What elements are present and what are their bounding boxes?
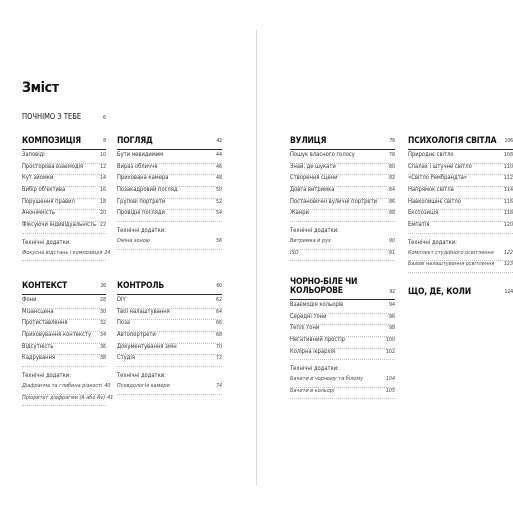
item-page: 30 bbox=[99, 308, 106, 315]
item-page: 104 bbox=[385, 376, 395, 383]
page-title: Зміст bbox=[22, 80, 59, 96]
toc-item[interactable] bbox=[117, 355, 222, 367]
tech-label: Технічні додатки: bbox=[22, 373, 71, 380]
item-page: 90 bbox=[388, 238, 395, 245]
item-page: 122 bbox=[503, 249, 513, 256]
item-page: 46 bbox=[215, 163, 222, 170]
intro-page: 6 bbox=[102, 115, 106, 121]
toc-item[interactable] bbox=[117, 152, 222, 164]
item-label: Довга витримка bbox=[290, 186, 335, 193]
item-page: 118 bbox=[503, 210, 513, 217]
item-label: Анонімність bbox=[22, 210, 55, 217]
item-page: 86 bbox=[388, 198, 395, 205]
toc-item[interactable] bbox=[117, 199, 222, 211]
section-heading[interactable] bbox=[117, 137, 222, 146]
section-rule bbox=[117, 294, 222, 295]
item-page: 100 bbox=[385, 336, 395, 343]
tech-item[interactable] bbox=[117, 238, 222, 250]
intro-label: ПОЧНІМО З ТЕБЕ bbox=[22, 112, 82, 121]
item-label: Витримка й рух bbox=[290, 238, 331, 245]
toc-item[interactable] bbox=[22, 164, 106, 176]
section-page: 26 bbox=[100, 283, 106, 289]
item-page: 38 bbox=[99, 355, 106, 362]
section-gaze bbox=[117, 137, 222, 250]
item-page: 116 bbox=[503, 198, 513, 205]
section-page: 106 bbox=[504, 138, 513, 144]
tech-item[interactable] bbox=[408, 250, 513, 262]
item-label: Постановочні вуличні портрети bbox=[290, 198, 378, 205]
section-page: 42 bbox=[216, 138, 222, 144]
toc-item[interactable] bbox=[290, 210, 395, 222]
tech-item[interactable] bbox=[290, 238, 395, 250]
item-label: Відсутність bbox=[22, 343, 54, 350]
section-page: 92 bbox=[389, 289, 395, 295]
tech-label: Технічні додатки: bbox=[117, 373, 166, 380]
section-page: 76 bbox=[389, 138, 395, 144]
item-label: Створення сцени bbox=[290, 175, 338, 182]
tech-item[interactable] bbox=[408, 261, 513, 273]
toc-item[interactable] bbox=[22, 344, 106, 356]
item-page: 112 bbox=[503, 175, 513, 182]
item-label: Мізансцена bbox=[22, 308, 54, 315]
section-rule bbox=[408, 149, 513, 150]
tech-item[interactable] bbox=[290, 250, 395, 262]
item-label: Протиставлення bbox=[22, 320, 68, 327]
toc-item[interactable] bbox=[408, 175, 513, 187]
item-label: Бути невидимим bbox=[117, 151, 164, 158]
item-page: 123 bbox=[503, 261, 513, 268]
item-label: Знай, де шукати bbox=[290, 163, 336, 170]
section-rule bbox=[22, 294, 106, 295]
section-title: ЩО, ДЕ, КОЛИ bbox=[408, 287, 471, 297]
toc-item[interactable] bbox=[408, 222, 513, 234]
item-label: Взаємодія кольорів bbox=[290, 301, 344, 308]
tech-item[interactable] bbox=[22, 249, 111, 262]
toc-item[interactable] bbox=[290, 164, 395, 176]
item-label: Фіксуючи індивідуальність bbox=[22, 222, 97, 229]
toc-item[interactable] bbox=[117, 164, 222, 176]
toc-item[interactable] bbox=[290, 175, 395, 187]
tech-label: Технічні додатки: bbox=[117, 228, 166, 235]
item-page: 105 bbox=[385, 387, 395, 394]
item-label: Приховування контексту bbox=[22, 331, 92, 338]
section-page: 60 bbox=[216, 283, 222, 289]
toc-item[interactable] bbox=[22, 309, 106, 321]
item-page: 14 bbox=[99, 175, 106, 182]
item-page: 70 bbox=[215, 343, 222, 350]
item-label: Автопортрети bbox=[117, 331, 156, 338]
item-page: 68 bbox=[215, 331, 222, 338]
section-heading[interactable] bbox=[290, 137, 395, 146]
item-page: 98 bbox=[388, 325, 395, 332]
item-page: 16 bbox=[99, 186, 106, 193]
section-heading[interactable] bbox=[22, 137, 106, 146]
item-page: 50 bbox=[215, 186, 222, 193]
section-heading[interactable] bbox=[408, 288, 513, 297]
item-page: 52 bbox=[215, 198, 222, 205]
toc-item[interactable] bbox=[408, 210, 513, 222]
toc-item[interactable] bbox=[22, 320, 106, 332]
item-page: 66 bbox=[215, 320, 222, 327]
toc-item[interactable] bbox=[22, 222, 106, 234]
item-page: 34 bbox=[99, 331, 106, 338]
toc-item[interactable] bbox=[408, 187, 513, 199]
item-label: Середні тони bbox=[290, 313, 327, 320]
item-page: 91 bbox=[388, 249, 395, 256]
tech-label: Технічні додатки: bbox=[408, 239, 457, 246]
section-composition bbox=[22, 136, 111, 261]
section-page: 124 bbox=[504, 289, 513, 295]
toc-item[interactable] bbox=[22, 199, 106, 211]
item-page: 72 bbox=[215, 355, 222, 362]
section-heading[interactable] bbox=[408, 137, 513, 146]
item-label: Фокусна відстань і композиція bbox=[22, 249, 103, 256]
section-rule bbox=[117, 149, 222, 150]
item-page: 40 bbox=[104, 383, 111, 390]
item-page: 56 bbox=[215, 238, 222, 245]
tech-label: Технічні додатки: bbox=[22, 239, 71, 246]
item-page: 44 bbox=[215, 151, 222, 158]
toc-item[interactable] bbox=[117, 175, 222, 187]
item-label: Заповіді bbox=[22, 151, 45, 158]
toc-item[interactable] bbox=[117, 332, 222, 344]
item-label: Студія bbox=[117, 355, 135, 362]
item-page: 102 bbox=[385, 348, 395, 355]
section-light-psychology bbox=[408, 137, 513, 273]
item-label: DIY bbox=[117, 296, 126, 303]
toc-item[interactable] bbox=[290, 302, 395, 314]
item-label: Комплект студійного освітлення bbox=[408, 249, 494, 256]
section-rule bbox=[22, 149, 106, 150]
section-title: ЧОРНО-БІЛЕ ЧИ КОЛЬОРОВЕ bbox=[290, 277, 358, 296]
item-label: Поза bbox=[117, 320, 131, 327]
item-label: Негативний простір bbox=[290, 336, 345, 343]
item-label: Псевдологія камери bbox=[117, 383, 170, 390]
item-label: Експозиція bbox=[408, 210, 439, 217]
item-label: Пошук власного голосу bbox=[290, 151, 355, 158]
item-page: 28 bbox=[99, 296, 106, 303]
section-title: КОМПОЗИЦІЯ bbox=[22, 136, 81, 146]
item-page: 88 bbox=[388, 210, 395, 217]
toc-item[interactable] bbox=[408, 152, 513, 164]
intro-entry[interactable] bbox=[22, 112, 106, 121]
item-label: Напрямок світла bbox=[408, 186, 454, 193]
section-context bbox=[22, 281, 114, 406]
item-page: 18 bbox=[99, 198, 106, 205]
item-page: 48 bbox=[215, 175, 222, 182]
item-label: Емпатія bbox=[408, 222, 430, 229]
section-bw-color bbox=[290, 278, 395, 399]
toc-item[interactable] bbox=[22, 332, 106, 344]
tech-item[interactable] bbox=[117, 383, 222, 395]
item-label: Кадрування bbox=[22, 355, 56, 362]
toc-item[interactable] bbox=[22, 355, 106, 367]
item-page: 108 bbox=[503, 151, 513, 158]
item-page: 10 bbox=[99, 151, 106, 158]
item-page: 78 bbox=[388, 151, 395, 158]
item-label: Бачити в кольорі bbox=[290, 387, 335, 394]
section-title: КОНТРОЛЬ bbox=[117, 281, 165, 291]
item-label: Діафрагма та глибина різкості bbox=[22, 383, 103, 390]
item-label: Прихована камера bbox=[117, 175, 169, 182]
toc-item[interactable] bbox=[290, 152, 395, 164]
item-page: 110 bbox=[503, 163, 513, 170]
item-label: Групові портрети bbox=[117, 198, 166, 205]
item-label: Навколишнє світло bbox=[408, 198, 461, 205]
section-title: ВУЛИЦЯ bbox=[290, 136, 327, 146]
item-label: Спалах і штучне світло bbox=[408, 163, 472, 170]
tech-item[interactable] bbox=[290, 376, 395, 388]
item-page: 84 bbox=[388, 186, 395, 193]
item-label: Бачити в чорному та білому bbox=[290, 376, 364, 383]
item-label: Базові налаштування освітлення bbox=[408, 261, 495, 268]
toc-item[interactable] bbox=[290, 314, 395, 326]
item-label: Оміна зоною bbox=[117, 238, 150, 245]
section-what-where-when bbox=[408, 288, 513, 297]
item-page: 96 bbox=[388, 313, 395, 320]
item-label: «Світло Рембрандта» bbox=[408, 175, 468, 182]
item-label: Жанри bbox=[290, 210, 309, 217]
toc-item[interactable] bbox=[408, 199, 513, 211]
section-title: КОНТЕКСТ bbox=[22, 281, 68, 291]
section-control bbox=[117, 282, 222, 395]
section-title: ПОГЛЯД bbox=[117, 136, 153, 146]
item-page: 64 bbox=[215, 308, 222, 315]
tech-item[interactable] bbox=[290, 388, 395, 400]
item-label: Порушення правил bbox=[22, 198, 75, 205]
toc-item[interactable] bbox=[290, 187, 395, 199]
toc-item[interactable] bbox=[117, 297, 222, 309]
section-street bbox=[290, 137, 395, 261]
item-label: Вираз обличчя bbox=[117, 163, 158, 170]
section-heading[interactable] bbox=[290, 278, 395, 296]
item-page: 22 bbox=[99, 222, 106, 229]
item-page: 62 bbox=[215, 296, 222, 303]
item-page: 74 bbox=[215, 383, 222, 390]
toc-item[interactable] bbox=[408, 164, 513, 176]
item-label: Теплі тони bbox=[290, 325, 320, 332]
toc-item[interactable] bbox=[22, 210, 106, 222]
item-label: Провідні погляди bbox=[117, 210, 165, 217]
section-rule bbox=[290, 299, 395, 300]
toc-item[interactable] bbox=[22, 175, 106, 187]
item-page: 20 bbox=[99, 210, 106, 217]
toc-item[interactable] bbox=[290, 199, 395, 211]
toc-item[interactable] bbox=[22, 152, 106, 164]
tech-label: Технічні додатки: bbox=[290, 366, 339, 373]
item-label: Документування змін bbox=[117, 343, 177, 350]
toc-item[interactable] bbox=[117, 187, 222, 199]
item-page: 80 bbox=[388, 163, 395, 170]
item-page: 54 bbox=[215, 210, 222, 217]
item-label: Природнє світло bbox=[408, 151, 454, 158]
toc-item[interactable] bbox=[290, 325, 395, 337]
item-page: 24 bbox=[104, 249, 111, 256]
toc-item[interactable] bbox=[117, 320, 222, 332]
item-page: 32 bbox=[99, 320, 106, 327]
item-label: Кут зйомки bbox=[22, 175, 54, 182]
item-label: ISO bbox=[290, 249, 299, 256]
item-label: Вибір об'єктива bbox=[22, 186, 66, 193]
toc-item[interactable] bbox=[117, 309, 222, 321]
toc-item[interactable] bbox=[117, 210, 222, 222]
item-page: 41 bbox=[107, 394, 114, 401]
toc-item[interactable] bbox=[117, 344, 222, 356]
item-label: Пріоритет діафрагми (A або Av) bbox=[22, 394, 106, 401]
item-page: 94 bbox=[388, 301, 395, 308]
item-label: Твої налаштування bbox=[117, 308, 170, 315]
item-page: 82 bbox=[388, 175, 395, 182]
item-page: 114 bbox=[503, 186, 513, 193]
item-label: Просторова взаємодія bbox=[22, 163, 84, 170]
item-label: Колірна ієрархія bbox=[290, 348, 336, 355]
item-label: Фони bbox=[22, 296, 37, 303]
section-rule bbox=[290, 149, 395, 150]
toc-item[interactable] bbox=[290, 337, 395, 349]
section-heading[interactable] bbox=[22, 282, 106, 291]
section-heading[interactable] bbox=[117, 282, 222, 291]
toc-item[interactable] bbox=[22, 187, 106, 199]
item-page: 12 bbox=[99, 163, 106, 170]
toc-item[interactable] bbox=[22, 297, 106, 309]
tech-label: Технічні додатки: bbox=[290, 228, 339, 235]
section-page: 8 bbox=[103, 138, 106, 144]
item-label: Позакадровий погляд bbox=[117, 186, 178, 193]
tech-item[interactable] bbox=[22, 383, 111, 395]
section-title: ПСИХОЛОГІЯ СВІТЛА bbox=[408, 136, 497, 146]
item-page: 120 bbox=[503, 222, 513, 229]
item-page: 36 bbox=[99, 343, 106, 350]
tech-item[interactable] bbox=[22, 394, 114, 407]
toc-item[interactable] bbox=[290, 349, 395, 361]
page-fold bbox=[256, 30, 257, 485]
